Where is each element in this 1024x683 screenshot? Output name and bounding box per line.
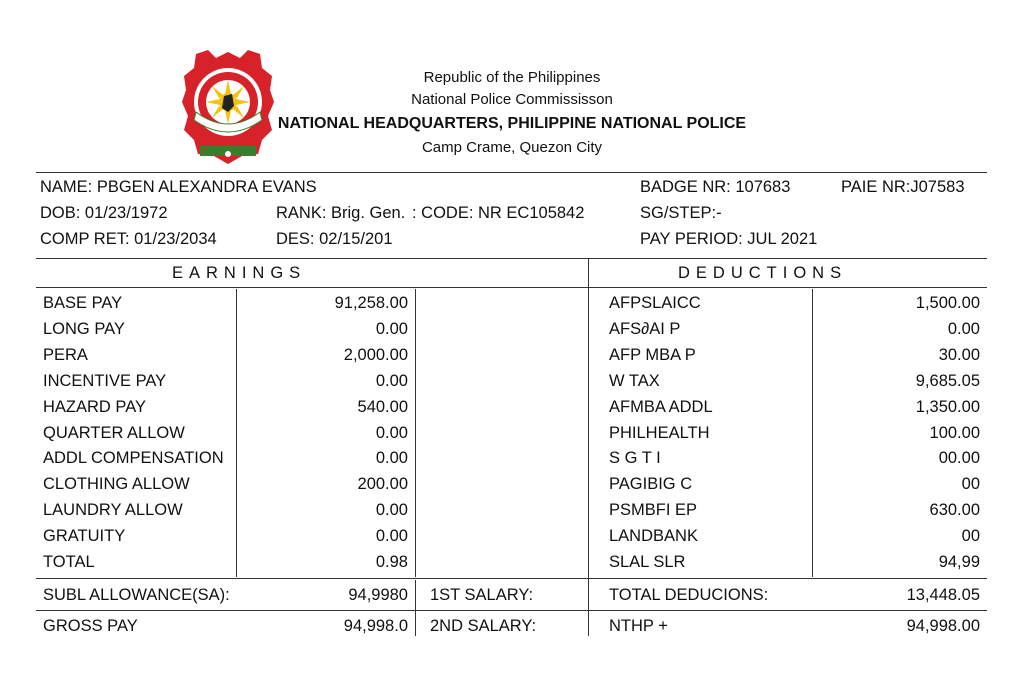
total-deductions-value: 13,448.05 bbox=[906, 586, 980, 604]
earnings-row-label: GRATUITY bbox=[43, 527, 126, 545]
earnings-row-value: 0.00 bbox=[375, 527, 408, 545]
earnings-row-value: 0.00 bbox=[375, 449, 408, 467]
header-headquarters: NATIONAL HEADQUARTERS, PHILIPPINE NATIONAL POLICE bbox=[277, 115, 747, 132]
earnings-row-value: 540.00 bbox=[357, 398, 408, 416]
deductions-row-label: AFPSLAICC bbox=[609, 294, 701, 312]
info-paie: PAIE NR:J07583 bbox=[841, 178, 965, 196]
info-compret: COMP RET: 01/23/2034 bbox=[40, 230, 217, 248]
header-commission: National Police Commississon bbox=[411, 91, 613, 108]
header-camp: Camp Crame, Quezon City bbox=[421, 139, 603, 156]
subl-allowance-label: SUBL ALLOWANCE(SA): bbox=[43, 586, 230, 604]
total-deductions-label: TOTAL DEDUCIONS: bbox=[609, 586, 769, 604]
deductions-row-value: 9,685.05 bbox=[915, 372, 980, 390]
info-des: DES: 02/15/201 bbox=[276, 230, 393, 248]
deductions-row-label: SLAL SLR bbox=[609, 553, 686, 571]
info-code: : CODE: NR EC105842 bbox=[412, 204, 585, 222]
deductions-row-value: 0.00 bbox=[947, 320, 980, 338]
deductions-row-label: AFMBA ADDL bbox=[609, 398, 713, 416]
deductions-row-label: LANDBANK bbox=[609, 527, 698, 545]
earnings-title: EARNINGS bbox=[172, 264, 307, 282]
earnings-row-label: BASE PAY bbox=[43, 294, 123, 312]
info-rank: RANK: Brig. Gen. bbox=[276, 204, 406, 222]
deductions-row-value: 1,350.00 bbox=[915, 398, 980, 416]
subl-allowance-value: 94,9980 bbox=[348, 586, 408, 604]
earnings-row-label: HAZARD PAY bbox=[43, 398, 146, 416]
earnings-row-label: LAUNDRY ALLOW bbox=[43, 501, 183, 519]
gross-pay-value: 94,998.0 bbox=[343, 617, 408, 635]
gross-pay-label: GROSS PAY bbox=[43, 617, 138, 635]
first-salary-label: 1ST SALARY: bbox=[430, 586, 534, 604]
second-salary-label: 2ND SALARY: bbox=[430, 617, 537, 635]
earnings-row-value: 200.00 bbox=[357, 475, 408, 493]
info-badge: BADGE NR: 107683 bbox=[640, 178, 791, 196]
nthp-label: NTHP + bbox=[609, 617, 668, 635]
earnings-row-value: 0.00 bbox=[375, 320, 408, 338]
deductions-row-label: AFS∂AI P bbox=[609, 320, 681, 338]
nthp-value: 94,998.00 bbox=[906, 617, 980, 635]
earnings-row-value: 0.00 bbox=[375, 424, 408, 442]
deductions-row-value: 00 bbox=[961, 527, 980, 545]
deductions-row-label: AFP MBA P bbox=[609, 346, 696, 364]
earnings-row-label: PERA bbox=[43, 346, 88, 364]
earnings-row-label: ADDL COMPENSATION bbox=[43, 449, 224, 467]
deductions-row-value: 630.00 bbox=[929, 501, 980, 519]
info-sgstep: SG/STEP:- bbox=[640, 204, 722, 222]
header-republic: Republic of the Philippines bbox=[423, 69, 601, 86]
info-payperiod: PAY PERIOD: JUL 2021 bbox=[640, 230, 818, 248]
info-dob: DOB: 01/23/1972 bbox=[40, 204, 168, 222]
deductions-row-value: 1,500.00 bbox=[915, 294, 980, 312]
deductions-row-label: PAGIBIG C bbox=[609, 475, 693, 493]
deductions-row-label: PHILHEALTH bbox=[609, 424, 710, 442]
earnings-row-value: 0.00 bbox=[375, 372, 408, 390]
earnings-row-value: 0.00 bbox=[375, 501, 408, 519]
info-name: NAME: PBGEN ALEXANDRA EVANS bbox=[40, 178, 317, 196]
deductions-row-value: 00.00 bbox=[938, 449, 980, 467]
deductions-row-value: 94,99 bbox=[938, 553, 980, 571]
earnings-row-label: LONG PAY bbox=[43, 320, 125, 338]
earnings-row-label: QUARTER ALLOW bbox=[43, 424, 185, 442]
earnings-row-label: CLOTHING ALLOW bbox=[43, 475, 190, 493]
deductions-row-value: 30.00 bbox=[938, 346, 980, 364]
earnings-row-value: 2,000.00 bbox=[343, 346, 408, 364]
deductions-row-label: PSMBFI EP bbox=[609, 501, 698, 519]
earnings-row-label: INCENTIVE PAY bbox=[43, 372, 167, 390]
deductions-row-label: S G T I bbox=[609, 449, 661, 467]
deductions-row-label: W TAX bbox=[609, 372, 660, 390]
deductions-row-value: 100.00 bbox=[929, 424, 980, 442]
earnings-row-value: 91,258.00 bbox=[334, 294, 408, 312]
earnings-row-value: 0.98 bbox=[375, 553, 408, 571]
earnings-row-label: TOTAL bbox=[43, 553, 95, 571]
deductions-row-value: 00 bbox=[961, 475, 980, 493]
deductions-title: DEDUCTIONS bbox=[678, 264, 848, 282]
